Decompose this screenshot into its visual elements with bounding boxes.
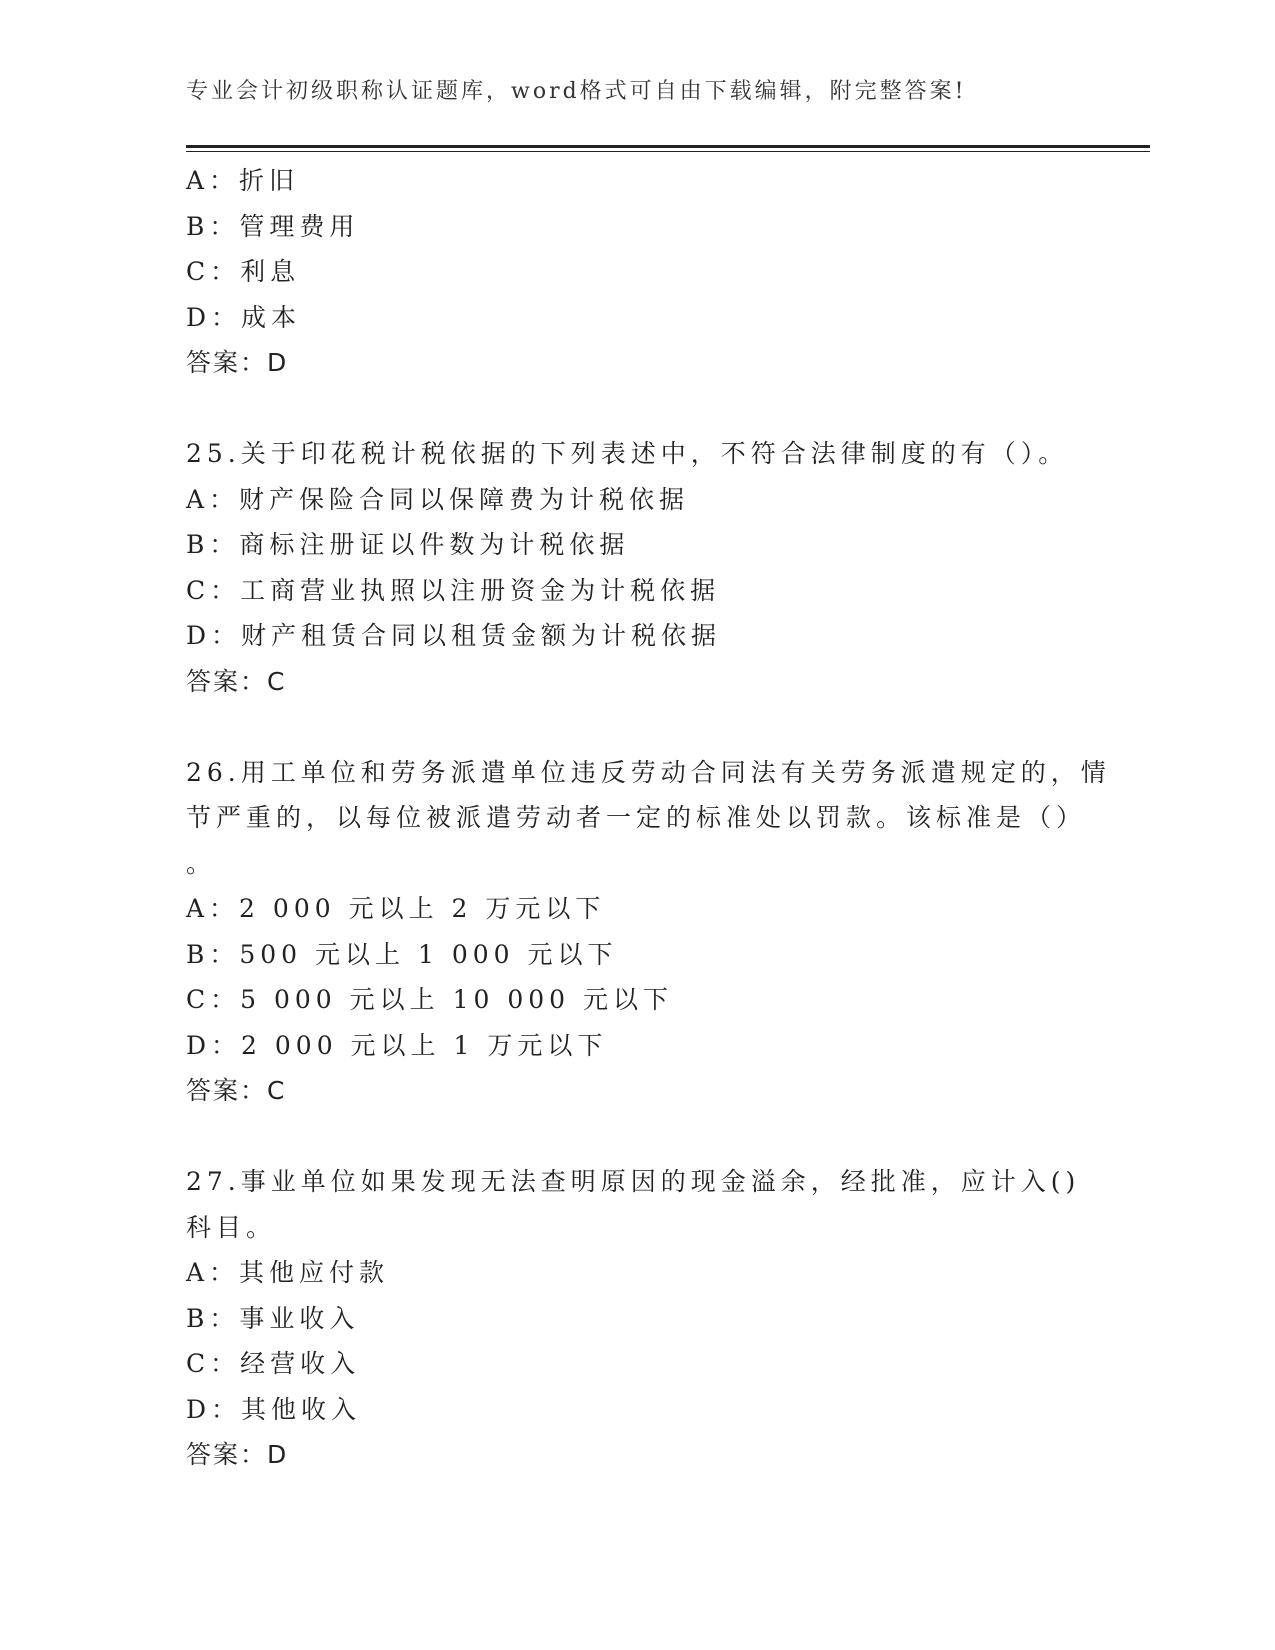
question-27 bbox=[186, 1159, 1086, 1478]
answer: 答案：D bbox=[186, 1440, 289, 1469]
answer: 答案：C bbox=[186, 666, 287, 696]
option-a: A：2 000 元以上 2 万元以下 bbox=[186, 894, 606, 923]
question-25 bbox=[186, 431, 1086, 704]
option-c: C：5 000 元以上 10 000 元以下 bbox=[186, 985, 674, 1014]
answer: 答案：D bbox=[186, 348, 289, 377]
option-a: A：折旧 bbox=[186, 166, 300, 195]
question-stem: 科目。 bbox=[186, 1212, 277, 1242]
option-d: D：财产租赁合同以租赁金额为计税依据 bbox=[186, 621, 722, 650]
option-d: D：成本 bbox=[186, 302, 302, 332]
spacer bbox=[186, 386, 1086, 432]
option-a: A：财产保险合同以保障费为计税依据 bbox=[186, 484, 690, 514]
question-24-tail bbox=[186, 158, 1086, 386]
option-d: D：2 000 元以上 1 万元以下 bbox=[186, 1030, 608, 1060]
page-header: 专业会计初级职称认证题库，word格式可自由下载编辑，附完整答案! bbox=[186, 79, 967, 104]
question-stem: 26.用工单位和劳务派遣单位违反劳动合同法有关劳务派遣规定的，情 bbox=[186, 757, 1111, 787]
question-list bbox=[186, 158, 1111, 1478]
option-c: C：工商营业执照以注册资金为计税依据 bbox=[186, 575, 721, 605]
header-rule-thin bbox=[186, 151, 1150, 152]
option-c: C：经营收入 bbox=[186, 1349, 361, 1378]
answer: 答案：C bbox=[186, 1076, 287, 1105]
option-b: B：商标注册证以件数为计税依据 bbox=[186, 530, 630, 559]
option-c: C：利息 bbox=[186, 257, 301, 286]
question-stem: 25.关于印花税计税依据的下列表述中，不符合法律制度的有（）。 bbox=[186, 439, 1069, 468]
question-26 bbox=[186, 750, 1111, 1114]
question-stem: 27.事业单位如果发现无法查明原因的现金溢余，经批准，应计入() bbox=[186, 1167, 1081, 1196]
option-a: A：其他应付款 bbox=[186, 1258, 390, 1287]
option-b: B：事业收入 bbox=[186, 1303, 360, 1333]
option-d: D：其他收入 bbox=[186, 1394, 362, 1424]
question-stem: 。 bbox=[186, 848, 217, 878]
header-rule-thick bbox=[186, 145, 1150, 148]
spacer bbox=[186, 1114, 1086, 1160]
option-b: B：管理费用 bbox=[186, 211, 360, 241]
question-stem: 节严重的，以每位被派遣劳动者一定的标准处以罚款。该标准是（） bbox=[186, 803, 1087, 832]
spacer bbox=[186, 704, 1086, 750]
option-b: B：500 元以上 1 000 元以下 bbox=[186, 939, 618, 969]
